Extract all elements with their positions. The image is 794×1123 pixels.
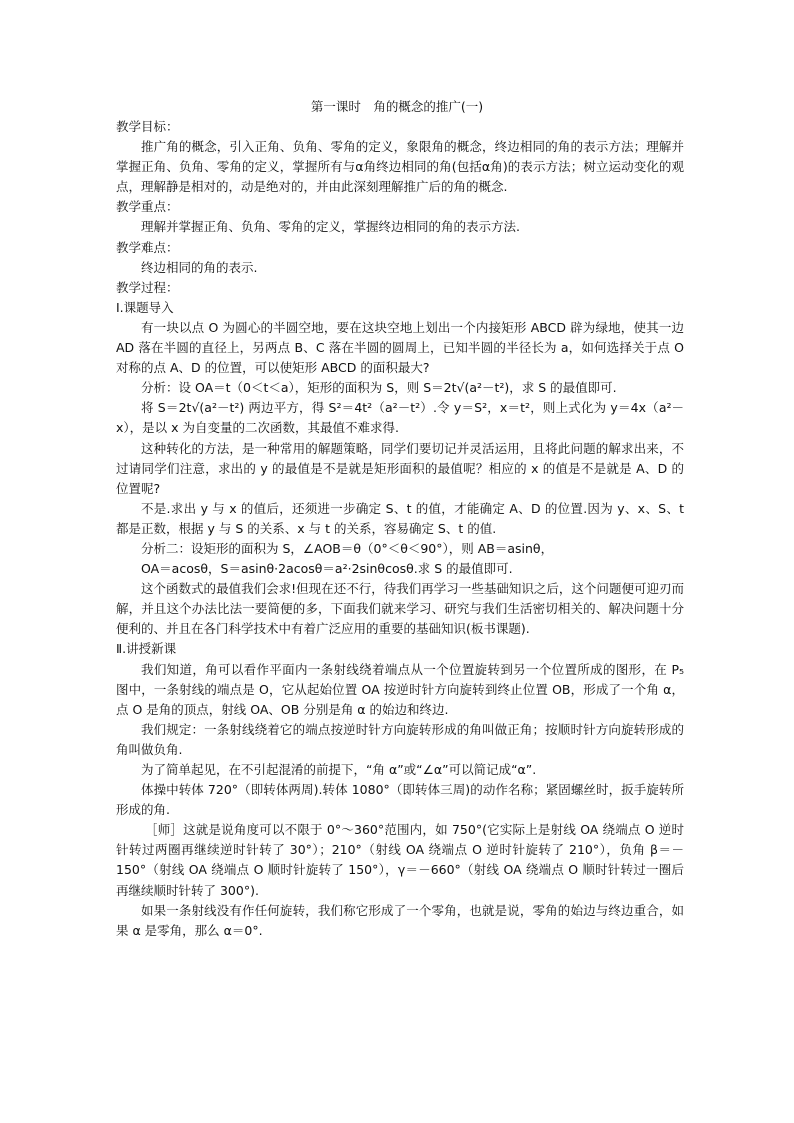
paragraph: 有一块以点 O 为圆心的半圆空地，要在这块空地上划出一个内接矩形 ABCD 辟为绿地，使其一边 AD 落在半圆的直径上，另两点 B、C 落在半圆的圆周上，已知半圆的半径长为 a，如何选择关于点 O 对称的点 A、D 的位置，可以使矩形 ABCD 的面积最大? <box>116 319 684 376</box>
section-heading: 教学重点： <box>116 199 179 215</box>
paragraph: 体操中转体 720°（即转体两周).转体 1080°（即转体三周)的动作名称；紧固螺丝时，扳手旋转所形成的角. <box>116 782 684 818</box>
section-number-heading: Ⅱ.讲授新课 <box>116 641 177 657</box>
paragraph: 我们规定：一条射线绕着它的端点按逆时针方向旋转形成的角叫做正角；按顺时针方向旋转形成的角叫做负角. <box>116 721 684 757</box>
paragraph: 这种转化的方法，是一种常用的解题策略，同学们要切记并灵活运用，且将此问题的解求出来，不过请同学们注意，求出的 y 的最值是不是就是矩形面积的最值呢？相应的 x 的值是不是就是 A、D 的位置呢? <box>116 440 684 496</box>
paragraph: 为了简单起见，在不引起混淆的前提下，“角 α”或“∠α”可以简记成“α”. <box>141 762 537 777</box>
paragraph: 将 S＝2t√(a²－t²) 两边平方，得 S²＝4t²（a²－t²）.令 y＝S²，x＝t²，则上式化为 y＝4x（a²－x），是以 x 为自变量的二次函数，其最值不难求得. <box>116 400 684 436</box>
paragraph: 理解并掌握正角、负角、零角的定义，掌握终边相同的角的表示方法. <box>141 219 520 235</box>
paragraph: 我们知道，角可以看作平面内一条射线绕着端点从一个位置旋转到另一个位置所成的图形，在 P₅ 图中，一条射线的端点是 O，它从起始位置 OA 按逆时针方向旋转到终止位置 OB，形成了一个角 α，点 O 是角的顶点，射线 OA、OB 分别是角 α 的始边和终边. <box>116 661 684 717</box>
paragraph: 分析：设 OA＝t（0＜t＜a），矩形的面积为 S，则 S＝2t√(a²－t²)，求 S 的最值即可. <box>141 380 617 396</box>
section-heading: 教学过程： <box>116 279 179 295</box>
paragraph: OA＝acosθ，S＝asinθ·2acosθ＝a²·2sinθcosθ.求 S 的最值即可. <box>141 561 513 577</box>
section-heading: 教学难点： <box>116 239 179 255</box>
section-heading: 教学目标： <box>116 119 179 134</box>
paragraph: ［师］这就是说角度可以不限于 0°～360°范围内，如 750°(它实际上是射线 OA 绕端点 O 逆时针转过两圈再继续逆时针转了 30°）；210°（射线 OA 绕端点 O 逆时针旋转了 210°），负角 β＝－150°（射线 OA 绕端点 O 顺时针旋转了 150°），γ＝－660°（射线 OA 绕端点 O 顺时针转过一圈后再继续顺时针转了 300°). <box>116 822 684 898</box>
page-title: 第一课时 角的概念的推广(一) <box>310 99 484 114</box>
paragraph: 终边相同的角的表示. <box>141 259 258 275</box>
paragraph: 不是.求出 y 与 x 的值后，还须进一步确定 S、t 的值，才能确定 A、D 的位置.因为 y、x、S、t 都是正数，根据 y 与 S 的关系、x 与 t 的关系，容易确定 S、t 的值. <box>116 500 684 536</box>
document-body <box>116 117 684 941</box>
paragraph: 如果一条射线没有作任何旋转，我们称它形成了一个零角，也就是说，零角的始边与终边重合，如果 α 是零角，那么 α＝0°. <box>116 902 684 938</box>
paragraph: 推广角的概念，引入正角、负角、零角的定义，象限角的概念，终边相同的角的表示方法；理解并掌握正角、负角、零角的定义，掌握所有与α角终边相同的角(包括α角)的表示方法；树立运动变化的观点，理解静是相对的，动是绝对的，并由此深刻理解推广后的角的概念. <box>116 139 684 195</box>
paragraph: 这个函数式的最值我们会求!但现在还不行，待我们再学习一些基础知识之后，这个问题便可迎刃而解，并且这个办法比法一要简便的多，下面我们就来学习、研究与我们生活密切相关的、解决问题十分便利的、并且在各门科学技术中有着广泛应用的重要的基础知识(板书课题). <box>116 581 684 637</box>
section-number-heading: Ⅰ.课题导入 <box>116 299 174 315</box>
paragraph: 分析二：设矩形的面积为 S，∠AOB＝θ（0°＜θ＜90°），则 AB＝asinθ， <box>141 540 554 556</box>
